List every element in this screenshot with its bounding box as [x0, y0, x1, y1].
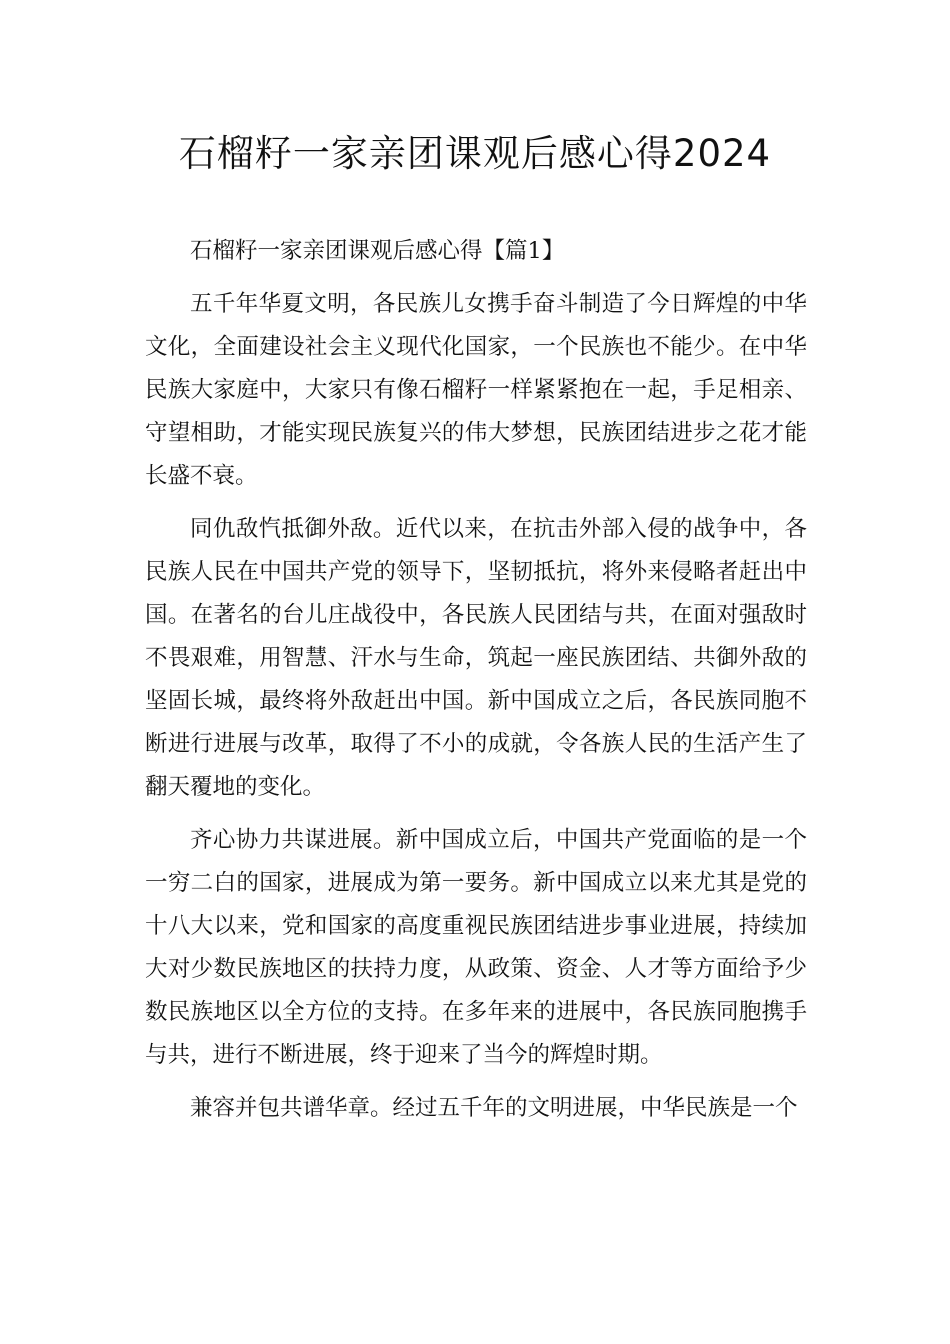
body-paragraph-3: 齐心协力共谋进展。新中国成立后，中国共产党面临的是一个一穷二白的国家，进展成为第一要务。新中国成立以来尤其是党的十八大以来，党和国家的高度重视民族团结进步事业进展，持续加大对少数民族地区的扶持力度，从政策、资金、人才等方面给予少数民族地区以全方位的支持。在多年来的进展中，各民族同胞携手与共，进行不断进展，终于迎来了当今的辉煌时期。 — [145, 827, 807, 1068]
body-paragraph-2: 同仇敌忾抵御外敌。近代以来，在抗击外部入侵的战争中，各民族人民在中国共产党的领导下，坚韧抵抗，将外来侵略者赶出中国。在著名的台儿庄战役中，各民族人民团结与共，在面对强敌时不畏艰难，用智慧、汗水与生命，筑起一座民族团结、共御外敌的坚固长城，最终将外敌赶出中国。新中国成立之后，各民族同胞不断进行进展与改革，取得了不小的成就，令各族人民的生活产生了翻天覆地的变化。 — [145, 516, 807, 800]
section-heading: 石榴籽一家亲团课观后感心得【篇1】 — [190, 238, 565, 264]
document-title: 石榴籽一家亲团课观后感心得2024 — [178, 132, 772, 175]
body-paragraph-1: 五千年华夏文明，各民族儿女携手奋斗制造了今日辉煌的中华文化，全面建设社会主义现代化国家，一个民族也不能少。在中华民族大家庭中，大家只有像石榴籽一样紧紧抱在一起，手足相亲、守望相助，才能实现民族复兴的伟大梦想，民族团结进步之花才能长盛不衰。 — [145, 291, 807, 489]
document-body — [145, 230, 807, 1140]
body-paragraph-4: 兼容并包共谱华章。经过五千年的文明进展，中华民族是一个 — [190, 1095, 798, 1121]
